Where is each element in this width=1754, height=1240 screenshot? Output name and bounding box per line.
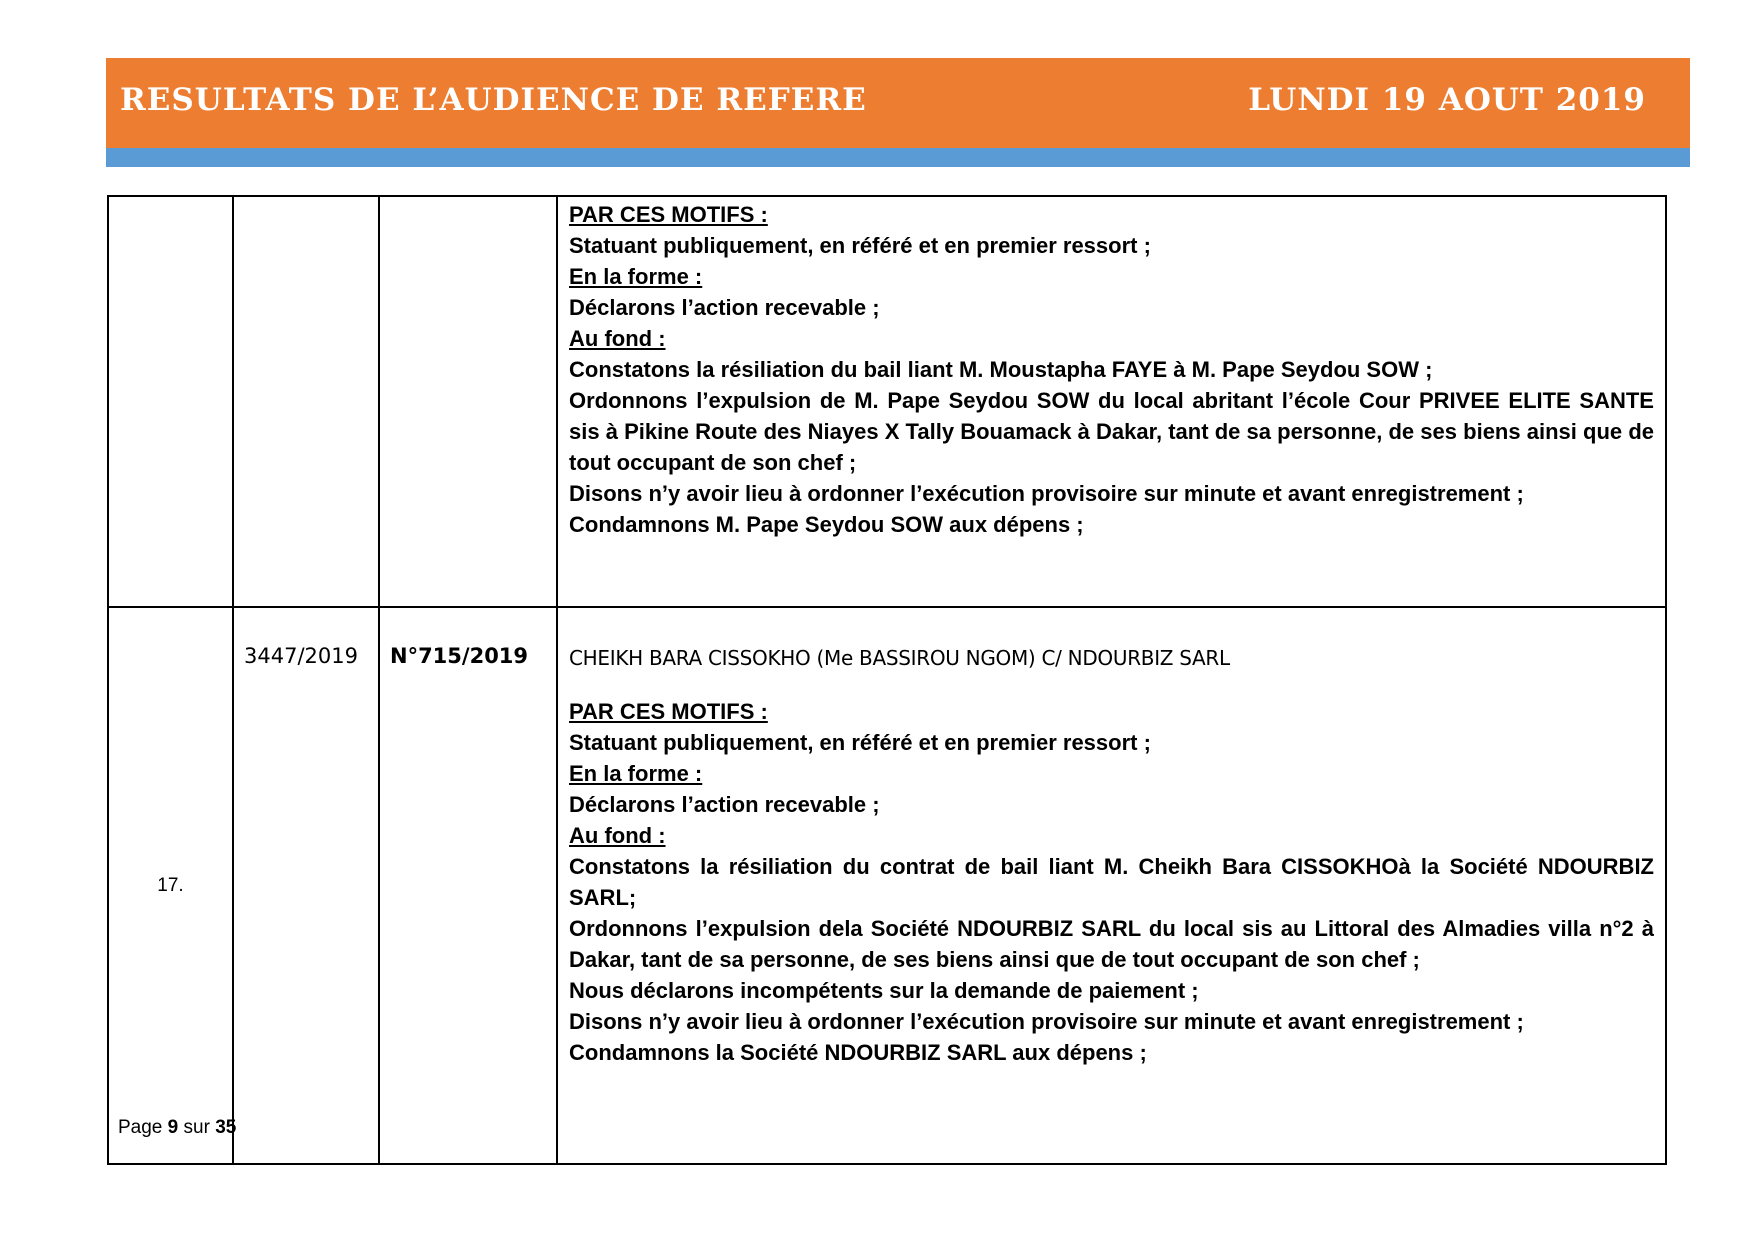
ruling-line: Statuant publiquement, en référé et en premier ressort ; [569,233,1151,258]
rulings-table [107,195,1667,1165]
table-row [108,607,1666,1164]
page-number [118,1117,236,1139]
ruling-line: Condamnons M. Pape Seydou SOW aux dépens ; [569,512,1084,537]
ruling-heading: En la forme : [569,264,703,289]
case-reference [233,196,379,607]
table-row [108,196,1666,607]
ruling-text [569,199,1654,540]
ruling-line: Statuant publiquement, en référé et en premier ressort ; [569,730,1151,755]
ruling-cell [557,607,1666,1164]
ruling-heading: En la forme : [569,761,703,786]
case-parties: CHEIKH BARA CISSOKHO (Me BASSIROU NGOM) C/ NDOURBIZ SARL [569,646,1230,670]
ruling-heading: PAR CES MOTIFS : [569,699,768,724]
ruling-line: Ordonnons l’expulsion dela Société NDOURBIZ SARL du local sis au Littoral des Almadies villa n°2 à Dakar, tant de sa personne, de ses biens ainsi que de tout occupant de son chef ; [569,916,1654,972]
ruling-heading: Au fond : [569,823,666,848]
ruling-line: Constatons la résiliation du bail liant M. Moustapha FAYE à M. Pape Seydou SOW ; [569,357,1433,382]
page-of-label: sur [183,1117,210,1138]
row-number: 17. [108,607,233,1164]
ruling-heading: PAR CES MOTIFS : [569,202,768,227]
ruling-line: Constatons la résiliation du contrat de bail liant M. Cheikh Bara CISSOKHOà la Société NDOURBIZ SARL; [569,854,1654,910]
ruling-heading: Au fond : [569,326,666,351]
decision-number [379,196,557,607]
page-label: Page [118,1117,163,1138]
ruling-line: Disons n’y avoir lieu à ordonner l’exécution provisoire sur minute et avant enregistrement ; [569,1009,1524,1034]
page-total: 35 [215,1117,237,1138]
page-current: 9 [167,1117,179,1138]
decision-number: N°715/2019 [379,607,557,1164]
row-number [108,196,233,607]
ruling-line: Ordonnons l’expulsion de M. Pape Seydou SOW du local abritant l’école Cour PRIVEE ELITE SANTE sis à Pikine Route des Niayes X Tally Bouamack à Dakar, tant de sa personne, de ses biens ainsi que de tout occupant de son chef ; [569,388,1654,475]
ruling-line: Déclarons l’action recevable ; [569,295,880,320]
hearing-date: LUNDI 19 AOUT 2019 [1248,82,1646,118]
ruling-text [569,696,1654,1068]
page-title: RESULTATS DE L’AUDIENCE DE REFERE [120,82,867,118]
ruling-line: Déclarons l’action recevable ; [569,792,880,817]
ruling-line: Condamnons la Société NDOURBIZ SARL aux dépens ; [569,1040,1147,1065]
case-reference: 3447/2019 [233,607,379,1164]
ruling-cell [557,196,1666,607]
header-accent-band [106,148,1690,167]
ruling-line: Nous déclarons incompétents sur la demande de paiement ; [569,978,1199,1003]
ruling-line: Disons n’y avoir lieu à ordonner l’exécution provisoire sur minute et avant enregistrement ; [569,481,1524,506]
